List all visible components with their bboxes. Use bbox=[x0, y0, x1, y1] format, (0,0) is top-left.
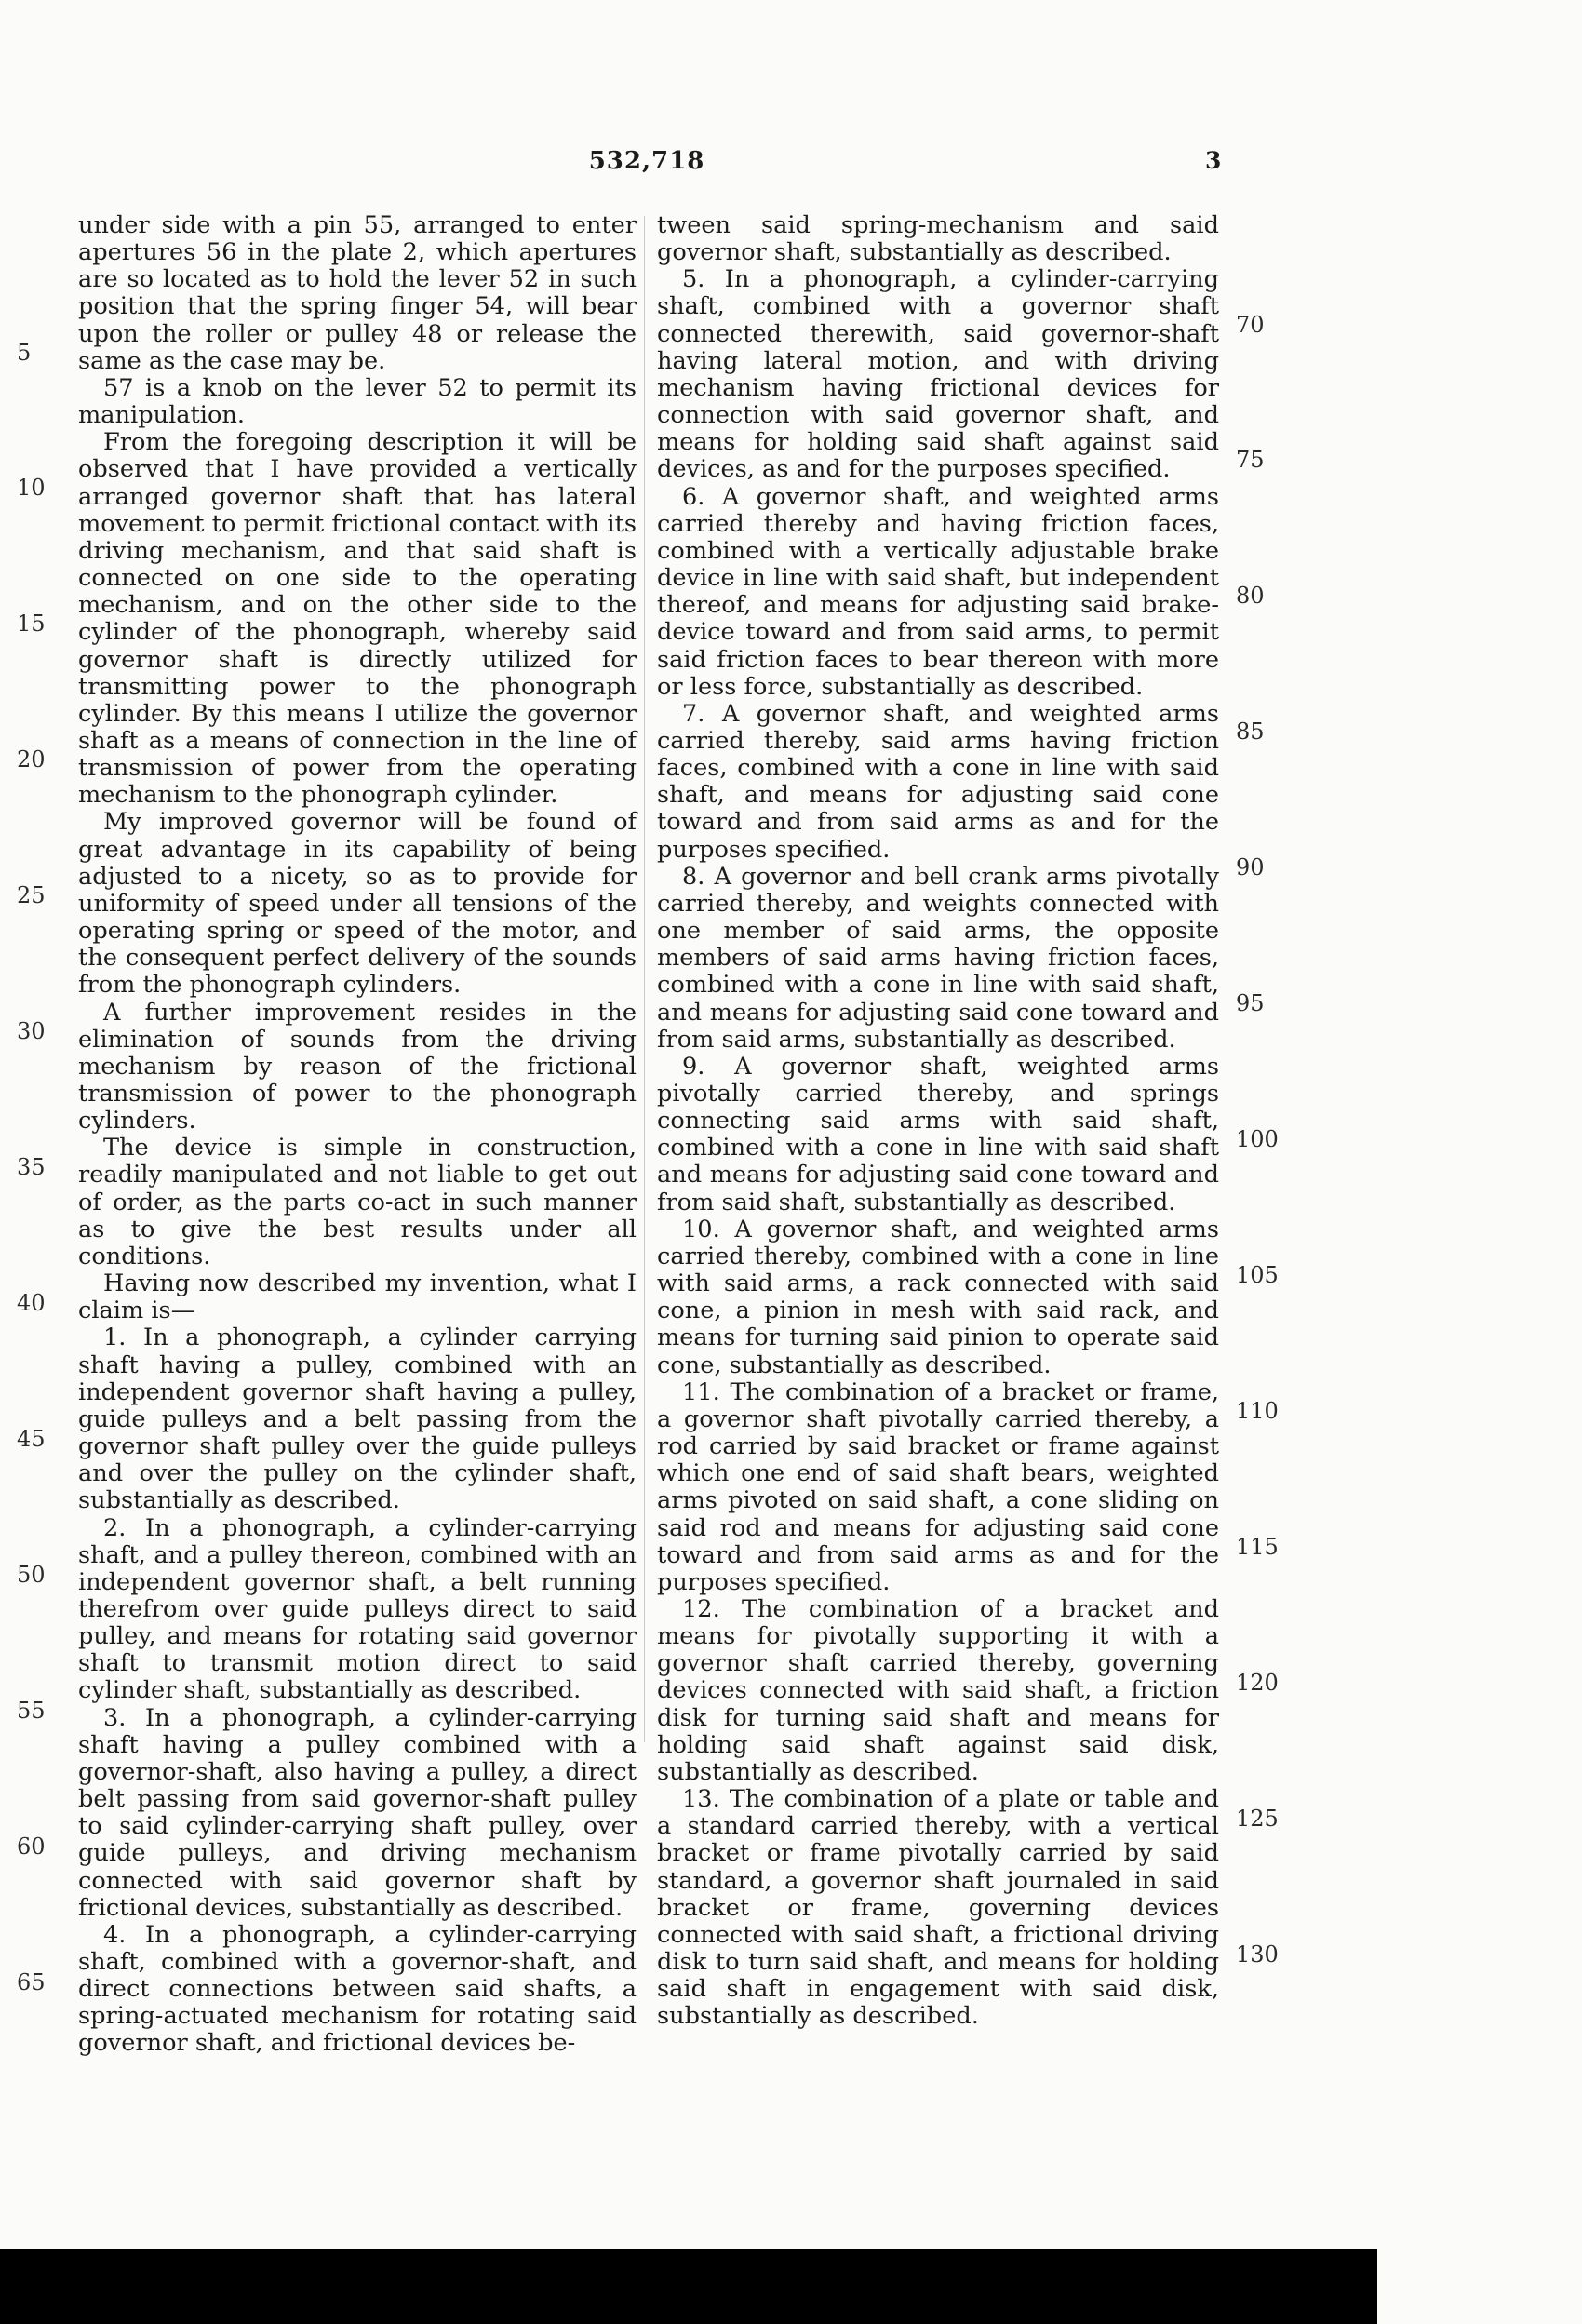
claim: 11. The combination of a bracket or frame, a governor shaft pivotally carried thereby, a rod carried by said bracket or frame against which one end of said shaft bears, weighted arms pivoted on said shaft, a cone sliding on said rod and means for adjusting said cone toward and from said arms as and for the purposes specified. bbox=[657, 1377, 1219, 1596]
paragraph: 57 is a knob on the lever 52 to permit its manipulation. bbox=[78, 373, 637, 430]
scan-border-bar bbox=[0, 2249, 1377, 2324]
claim: 6. A governor shaft, and weighted arms carried thereby and having friction faces, combined with a vertically adjustable brake device in line with said shaft, but independent thereof, and means for adjusting said brake-device toward and from said arms, to permit said friction faces to bear thereon with more or less force, substantially as described. bbox=[657, 482, 1219, 701]
line-number: 60 bbox=[17, 1834, 46, 1860]
line-number: 120 bbox=[1236, 1670, 1279, 1696]
line-number: 90 bbox=[1236, 854, 1265, 880]
line-number: 55 bbox=[17, 1698, 46, 1724]
line-number: 130 bbox=[1236, 1941, 1279, 1968]
line-number: 100 bbox=[1236, 1126, 1279, 1152]
line-number: 15 bbox=[17, 611, 46, 637]
paragraph: From the foregoing description it will be observed that I have provided a vertically arranged governor shaft that has lateral movement to permit frictional contact with its driving mechanism, and that said shaft is connected on one side to the operating mechanism, and on the other side to the cylinder of the phonograph, whereby said governor shaft is directly utilized for transmitting power to the phonograph cylinder. By this means I utilize the governor shaft as a means of connection in the line of transmission of power from the operating mechanism to the phonograph cylinder. bbox=[78, 428, 637, 810]
line-number: 50 bbox=[17, 1562, 46, 1588]
line-number: 40 bbox=[17, 1290, 46, 1316]
left-column bbox=[78, 212, 637, 2058]
line-number: 25 bbox=[17, 882, 46, 908]
paragraph: My improved governor will be found of great advantage in its capability of being adjusted to a nicety, so as to provide for uniformity of speed under all tensions of the operating spring or speed of the motor, and the consequent perfect delivery of the sounds from the phonograph cylinders. bbox=[78, 808, 637, 1000]
line-number: 115 bbox=[1236, 1534, 1279, 1560]
claim: 13. The combination of a plate or table and a standard carried thereby, with a vertical bracket or frame pivotally carried by said standard, a governor shaft journaled in said bracket or frame, governing devices connected with said shaft, a frictional driving disk to turn said shaft, and means for holding said shaft in engagement with said disk, substantially as described. bbox=[657, 1785, 1219, 2031]
paragraph: tween said spring-mechanism and said governor shaft, substantially as described. bbox=[657, 211, 1219, 267]
paragraph: Having now described my invention, what I claim is— bbox=[78, 1269, 637, 1325]
paragraph: A further improvement resides in the elimination of sounds from the driving mechanism by reason of the frictional transmission of power to the phonograph cylinders. bbox=[78, 998, 637, 1135]
line-number: 20 bbox=[17, 746, 46, 772]
claim: 1. In a phonograph, a cylinder carrying shaft having a pulley, combined with an independent governor shaft having a pulley, guide pulleys and a belt passing from the governor shaft pulley over the guide pulleys and over the pulley on the cylinder shaft, substantially as described. bbox=[78, 1323, 637, 1515]
line-number: 80 bbox=[1236, 583, 1265, 609]
claim: 8. A governor and bell crank arms pivotally carried thereby, and weights connected with one member of said arms, the opposite members of said arms having friction faces, combined with a cone in line with said shaft, and means for adjusting said cone toward and from said arms, substantially as described. bbox=[657, 862, 1219, 1054]
line-number: 35 bbox=[17, 1154, 46, 1180]
line-number: 5 bbox=[17, 340, 32, 366]
line-number: 95 bbox=[1236, 990, 1265, 1016]
paragraph: The device is simple in construction, readily manipulated and not liable to get out of order, as the parts co-act in such manner as to give the best results under all conditions. bbox=[78, 1134, 637, 1270]
line-number: 105 bbox=[1236, 1262, 1279, 1288]
claim: 9. A governor shaft, weighted arms pivotally carried thereby, and springs connecting said arms with said shaft, combined with a cone in line with said shaft and means for adjusting said cone toward and from said shaft, substantially as described. bbox=[657, 1052, 1219, 1216]
page-header bbox=[0, 0, 1582, 186]
claim: 3. In a phonograph, a cylinder-carrying shaft having a pulley combined with a governor-shaft, also having a pulley, a direct belt passing from said governor-shaft pulley to said cylinder-carrying shaft pulley, over guide pulleys, and driving mechanism connected with said governor shaft by frictional devices, substantially as described. bbox=[78, 1703, 637, 1922]
paragraph: under side with a pin 55, arranged to enter apertures 56 in the plate 2, which apertures are so located as to hold the lever 52 in such position that the spring finger 54, will bear upon the roller or pulley 48 or release the same as the case may be. bbox=[78, 211, 637, 375]
line-number: 10 bbox=[17, 475, 46, 501]
line-number: 75 bbox=[1236, 447, 1265, 473]
claim: 5. In a phonograph, a cylinder-carrying shaft, combined with a governor shaft connected therewith, said governor-shaft having lateral motion, and with driving mechanism having frictional devices for connection with said governor shaft, and means for holding said shaft against said devices, as and for the purposes specified. bbox=[657, 265, 1219, 484]
line-number: 110 bbox=[1236, 1398, 1279, 1424]
column-divider bbox=[644, 216, 645, 1742]
claim: 10. A governor shaft, and weighted arms carried thereby, combined with a cone in line with said arms, a rack connected with said cone, a pinion in mesh with said rack, and means for turning said pinion to operate said cone, substantially as described. bbox=[657, 1215, 1219, 1379]
line-number: 125 bbox=[1236, 1806, 1279, 1832]
line-number: 85 bbox=[1236, 719, 1265, 745]
line-number: 70 bbox=[1236, 312, 1265, 338]
patent-number: 532,718 bbox=[588, 147, 705, 175]
line-number: 45 bbox=[17, 1426, 46, 1452]
claim: 4. In a phonograph, a cylinder-carrying shaft, combined with a governor-shaft, and direct connections between said shafts, a spring-actuated mechanism for rotating said governor shaft, and frictional devices be- bbox=[78, 1920, 637, 2058]
right-column bbox=[657, 212, 1219, 2030]
line-number: 30 bbox=[17, 1018, 46, 1044]
claim: 7. A governor shaft, and weighted arms carried thereby, said arms having friction faces, combined with a cone in line with said shaft, and means for adjusting said cone toward and from said arms as and for the purposes specified. bbox=[657, 699, 1219, 864]
claim: 12. The combination of a bracket and means for pivotally supporting it with a governor shaft carried thereby, governing devices connected with said shaft, a friction disk for turning said shaft and means for holding said shaft against said disk, substantially as described. bbox=[657, 1594, 1219, 1786]
claim: 2. In a phonograph, a cylinder-carrying shaft, and a pulley thereon, combined with an independent governor shaft, a belt running therefrom over guide pulleys direct to said pulley, and means for rotating said governor shaft to transmit motion direct to said cylinder shaft, substantially as described. bbox=[78, 1513, 637, 1705]
line-number: 65 bbox=[17, 1969, 46, 1995]
page-number: 3 bbox=[1205, 147, 1222, 174]
